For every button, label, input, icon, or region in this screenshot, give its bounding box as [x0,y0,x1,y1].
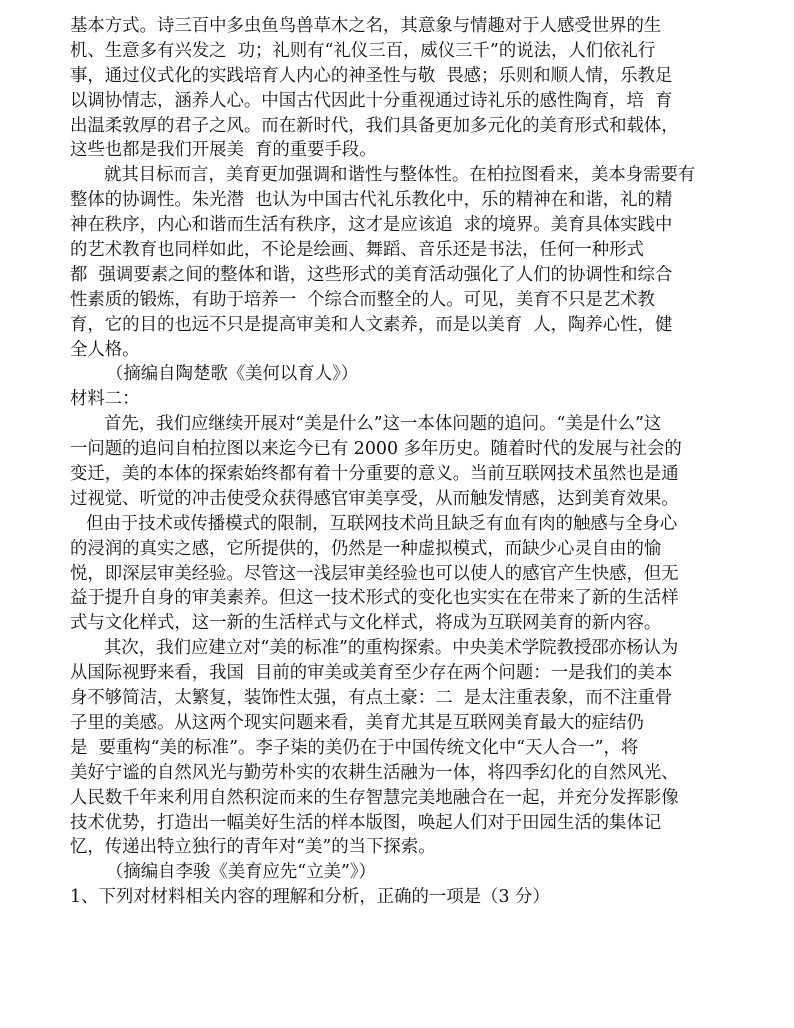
text-line: 从国际视野来看，我国 目前的审美或美育至少存在两个问题：一是我们的美本 [70,663,673,684]
text-line: 出温柔敦厚的君子之风。而在新时代，我们具备更加多元化的美育形式和载体， [70,115,679,136]
text-line: 机、生意多有兴发之 功；礼则有“礼仪三百，威仪三千”的说法，人们依礼行 [70,40,656,61]
text-line: 的浸润的真实之感，它所提供的，仍然是一种虚拟模式，而缺少心灵自由的愉 [70,538,662,559]
text-line: 事，通过仪式化的实践培育人内心的神圣性与敬 畏感；乐则和顺人情，乐教足 [70,65,673,86]
text-line: 益于提升自身的审美素养。但这一技术形式的变化也实实在在带来了新的生活样 [70,588,679,609]
text-line: 变迁，美的本体的探索始终都有着十分重要的意义。当前互联网技术虽然也是通 [70,464,679,485]
paragraph-start-line: 就其目标而言，美育更加强调和谐性与整体性。在柏拉图看来，美本身需要有 [104,165,696,186]
text-line: 都 强调要素之间的整体和谐，这些形式的美育活动强化了人们的协调性和综合 [70,264,673,285]
text-line: 性素质的锻炼，有助于培养一 个综合而整全的人。可见，美育不只是艺术教 [70,289,655,310]
document-body [70,14,736,910]
paragraph-start-line: 首先，我们应继续开展对“美是什么”这一本体问题的追问。“美是什么”这 [104,414,662,435]
text-line: 这些也都是我们开展美 育的重要手段。 [70,140,377,161]
paragraph-start-line: 其次，我们应建立对“美的标准”的重构探索。中央美术学院教授邵亦杨认为 [104,638,679,659]
text-line: 过视觉、听觉的冲击使受众获得感官审美享受，从而触发情感，达到美育效果。 [70,488,679,509]
text-line: 技术优势，打造出一幅美好生活的样本版图，唤起人们对于田园生活的集体记 [70,812,662,833]
text-line: 整体的协调性。朱光潜 也认为中国古代礼乐教化中，乐的精神在和谐，礼的精 [70,190,673,211]
text-line: 以调协情志，涵养人心。中国古代因此十分重视通过诗礼乐的感性陶育，培 育 [70,90,673,111]
section-heading: 材料二： [70,389,140,410]
text-line: 全人格。 [70,339,140,360]
text-line: 美好宁谧的自然风光与勤劳朴实的农耕生活融为一体，将四季幻化的自然风光、 [70,762,679,783]
text-line: 忆，传递出特立独行的青年对“美”的当下探索。 [70,837,436,858]
text-line: 育，它的目的也远不只是提高审美和人文素养，而是以美育 人，陶养心性，健 [70,314,673,335]
text-line: 悦，即深层审美经验。尽管这一浅层审美经验也可以使人的感官产生快感，但无 [70,563,679,584]
text-line: 神在秩序，内心和谐而生活有秩序，这才是应该追 求的境界。美育具体实践中 [70,215,673,236]
source-citation: （摘编自陶楚歌《美何以育人》） [106,364,359,385]
text-line: 式与文化样式，这一新的生活样式与文化样式，将成为互联网美育的新内容。 [70,613,662,634]
question-prompt: 1、下列对材料相关内容的理解和分析，正确的一项是（3 分） [70,887,550,908]
text-line: 的艺术教育也同样如此，不论是绘画、舞蹈、音乐还是书法，任何一种形式 [70,240,644,261]
text-line: 子里的美感。从这两个现实问题来看，美育尤其是互联网美育最大的症结仍 [70,712,644,733]
source-citation: （摘编自李骏《美育应先“立美”》） [106,862,376,883]
paragraph-start-line: 但由于技术或传播模式的限制，互联网技术尚且缺乏有血有肉的触感与全身心 [86,513,678,534]
text-line: 一问题的追问自柏拉图以来迄今已有 2000 多年历史。随着时代的发展与社会的 [70,439,682,460]
text-line: 是 要重构“美的标准”。李子柒的美仍在于中国传统文化中“天人合一”，将 [70,737,639,758]
text-line: 人民数千年来利用自然积淀而来的生存智慧完美地融合在一起，并充分发挥影像 [70,787,679,808]
text-line: 基本方式。诗三百中多虫鱼鸟兽草木之名，其意象与情趣对于人感受世界的生 [70,16,662,36]
text-line: 身不够简洁，太繁复，装饰性太强，有点土豪：二 是太注重表象，而不注重骨 [70,688,673,709]
